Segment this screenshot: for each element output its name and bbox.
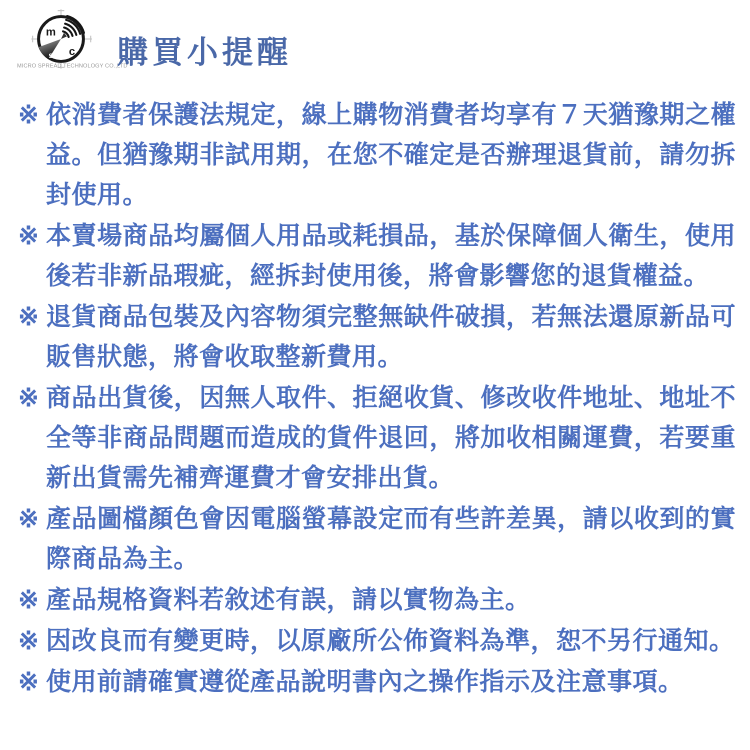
notice-text: 本賣場商品均屬個人用品或耗損品，基於保障個人衛生，使用後若非新品瑕疵，經拆封使用後，將會影響您的退貨權益。 — [46, 222, 736, 290]
notice-text: 產品圖檔顏色會因電腦螢幕設定而有些許差異，請以收到的實際商品為主。 — [46, 505, 736, 573]
notice-item — [18, 297, 736, 377]
notice-text: 產品規格資料若敘述有誤，請以實物為主。 — [46, 586, 531, 614]
notice-item — [18, 499, 736, 579]
reference-mark: ※ — [18, 101, 40, 129]
notice-text: 依消費者保護法規定，線上購物消費者均享有７天猶豫期之權益。但猶豫期非試用期，在您不確定是否辦理退貨前，請勿拆封使用。 — [46, 101, 736, 209]
reference-mark: ※ — [18, 303, 40, 331]
reference-mark: ※ — [18, 222, 40, 250]
page-title: 購買小提醒 — [117, 35, 292, 70]
reference-mark: ※ — [18, 627, 40, 655]
logo-letter-c: c — [68, 45, 76, 58]
notice-text: 因改良而有變更時，以原廠所公佈資料為準，恕不另行通知。 — [46, 627, 735, 655]
notice-text: 退貨商品包裝及內容物須完整無缺件破損，若無法還原新品可販售狀態，將會收取整新費用。 — [46, 303, 736, 371]
notice-item — [18, 378, 736, 498]
reference-mark: ※ — [18, 586, 40, 614]
company-name: MICRO SPREAD TECHNOLOGY CO.,LTD — [17, 63, 128, 69]
company-logo — [0, 0, 130, 90]
notice-item — [18, 216, 736, 296]
notice-text: 使用前請確實遵從產品說明書內之操作指示及注意事項。 — [46, 668, 684, 696]
notice-item — [18, 95, 736, 215]
logo-letter-s: s — [48, 50, 54, 61]
reference-mark: ※ — [18, 384, 40, 412]
notice-text: 商品出貨後，因無人取件、拒絕收貨、修改收件地址、地址不全等非商品問題而造成的貨件退回，將加收相關運費，若要重新出貨需先補齊運費才會安排出貨。 — [46, 384, 736, 492]
notice-item — [18, 621, 736, 661]
company-logo-icon — [26, 8, 96, 70]
logo-letter-m: m — [45, 26, 56, 39]
notice-list — [18, 95, 736, 703]
notice-item — [18, 580, 736, 620]
notice-item — [18, 662, 736, 702]
reference-mark: ※ — [18, 668, 40, 696]
reference-mark: ※ — [18, 505, 40, 533]
